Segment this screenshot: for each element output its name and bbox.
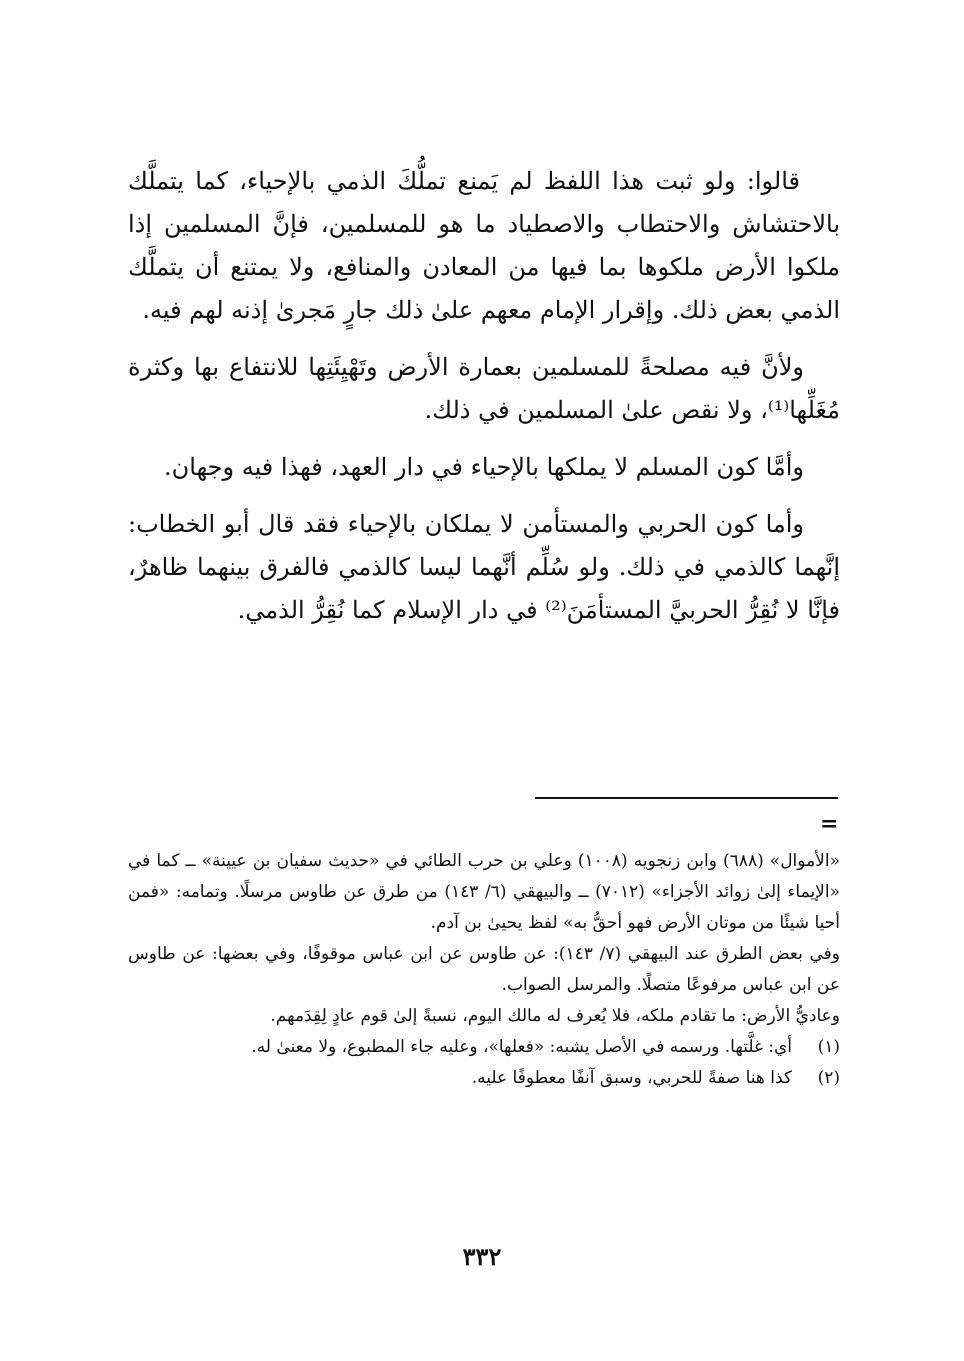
footnote-continued-2: وفي بعض الطرق عند البيهقي (٧/ ١٤٣): عن طاوس عن ابن عباس موقوفًا، وفي بعضها: عن طاوس عن ابن عباس مرفوعًا متصلًا. والمرسل الصواب. [128,944,840,995]
footnote-text: كذا هنا صفةً للحربي، وسبق آنفًا معطوفًا عليه. [471,1068,792,1088]
paragraph-4: وأما كون الحربي والمستأمن لا يملكان بالإحياء فقد قال أبو الخطاب: إنَّهما كالذمي في ذلك. ولو سُلِّم أنَّهما ليسا كالذمي فالفرق بينهما ظاهرٌ، فإنَّا لا نُقِرُّ الحربيَّ المستأمَنَ⁽²⁾ في دار الإسلام كما نُقِرُّ الذمي. [128,510,841,624]
footnote-continued-3: وعاديُّ الأرض: ما تقادم ملكه، فلا يُعرف له مالك اليوم، نسبةً إلىٰ قوم عادٍ لِقِدَمهم. [270,1006,840,1026]
footnote-text: أي: غلَّتها. ورسمه في الأصل يشبه: «فعلها»، وعليه جاء المطبوع، ولا معنىٰ له. [251,1037,792,1057]
main-text-body [128,160,840,646]
footnote-number: (١) [817,1037,840,1057]
paragraph-1: قالوا: ولو ثبت هذا اللفظ لم يَمنع تملُّكَ الذمي بالإحياء، كما يتملَّك بالاحتشاش والاحتطاب والاصطياد ما هو للمسلمين، فإنَّ المسلمين إذا ملكوا الأرض ملكوها بما فيها من المعادن والمنافع، ولا يمتنع أن يتملَّك الذمي بعض ذلك. وإقرار الإمام معهم علىٰ ذلك جارٍ مَجرىٰ إذنه لهم فيه. [128,167,840,324]
paragraph-3: وأمَّا كون المسلم لا يملكها بالإحياء في دار العهد، فهذا فيه وجهان. [164,453,804,481]
footnote-continued-1: «الأموال» (٦٨٨) وابن زنجويه (١٠٠٨) وعلي بن حرب الطائي في «حديث سفيان بن عيينة» ــ كما في «الإيماء إلىٰ زوائد الأجزاء» (٧٠١٢) ــ والبيهقي (٦/ ١٤٣) من طرق عن طاوس مرسلًا. وتمامه: «فمن أحيا شيئًا من موتان الأرض فهو أحقُّ به» لفظ يحيىٰ بن آدم. [128,851,840,933]
footnote-2 [128,1063,840,1094]
footnote-number: (٢) [817,1068,840,1088]
page-number: ٣٣٢ [462,1242,502,1271]
footnote-1 [128,1032,840,1063]
footnote-continuation-mark: = [820,811,839,837]
paragraph-2: ولأنَّ فيه مصلحةً للمسلمين بعمارة الأرض وتَهْيِئَتِها للانتفاع بها وكثرة مُغَلِّها⁽¹⁾، ولا نقص علىٰ المسلمين في ذلك. [128,353,840,424]
footnotes-section [128,846,840,1094]
footnote-separator-rule [535,797,838,799]
